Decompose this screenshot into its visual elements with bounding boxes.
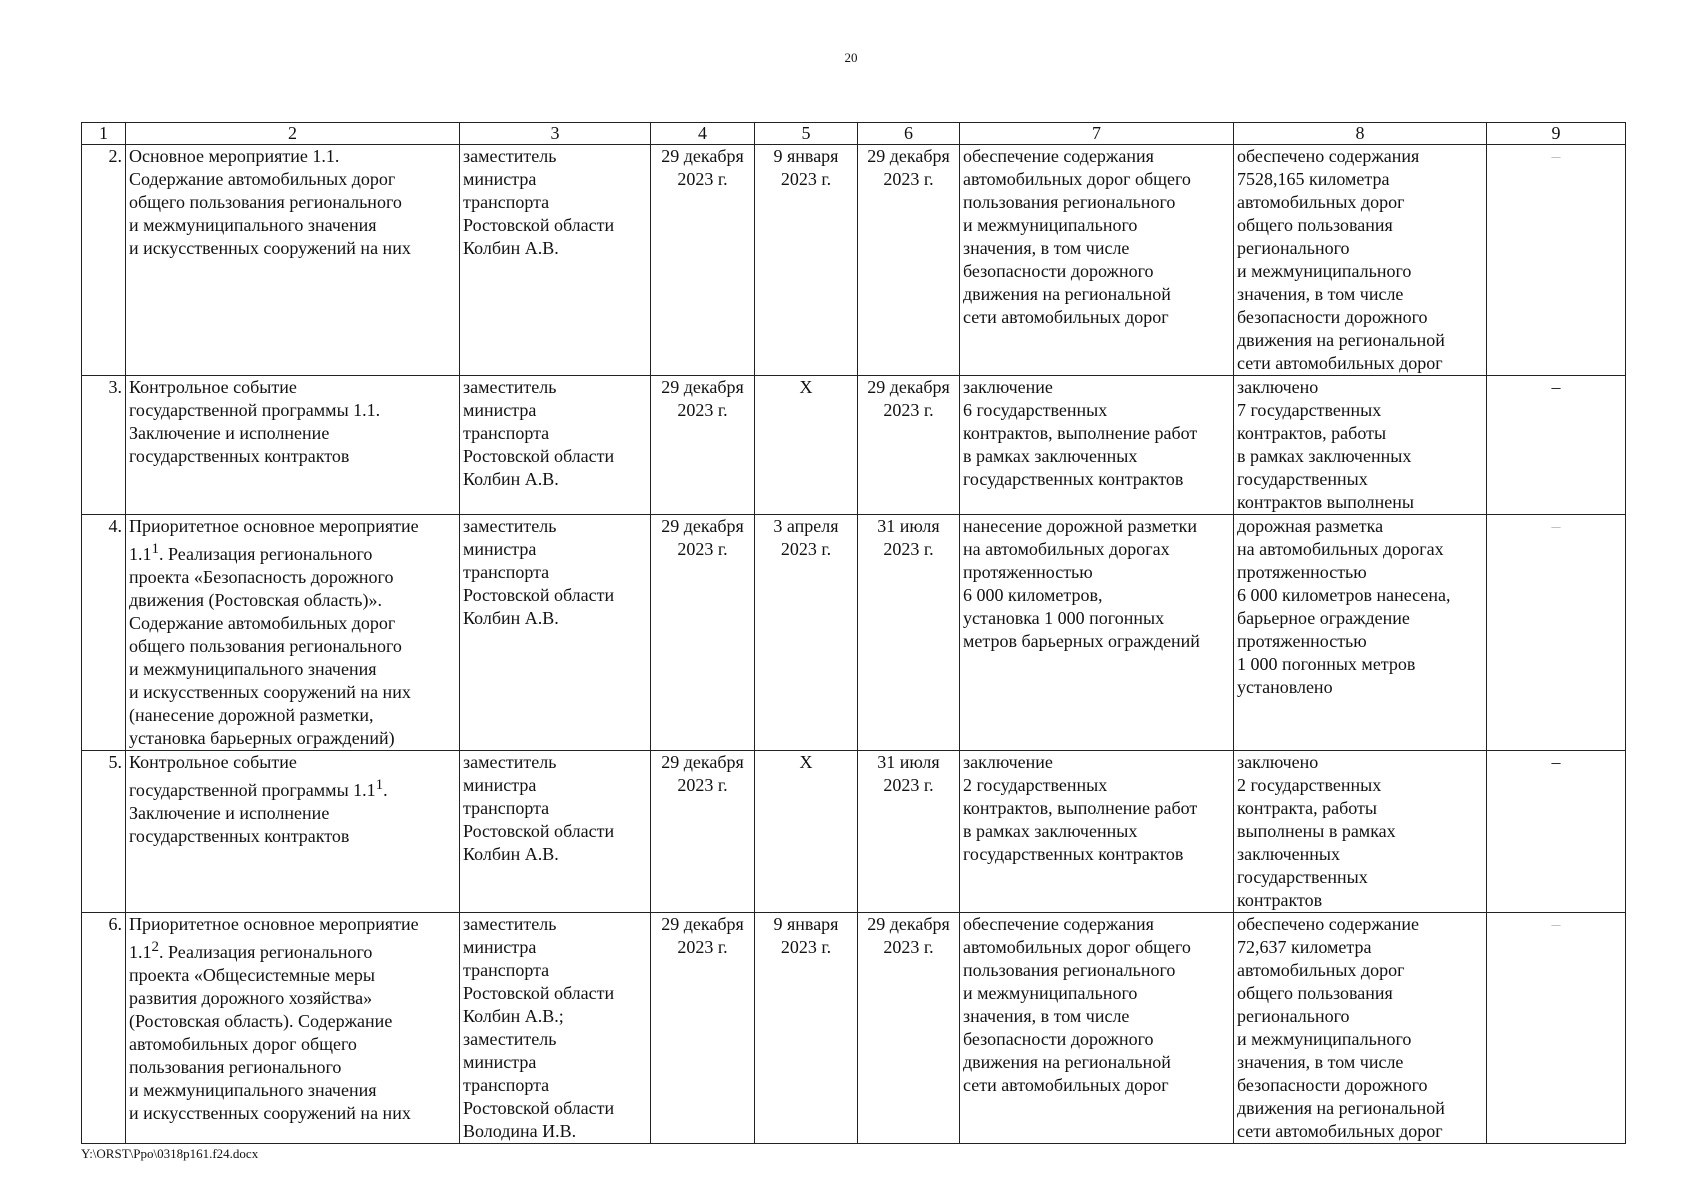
- footer-file-path: Y:\ORST\Ppo\0318p161.f24.docx: [81, 1146, 259, 1161]
- plan-date: 29 декабря 2023 г.: [651, 913, 755, 1144]
- planned-result: обеспечение содержания автомобильных дорог общего пользования регионального и межмуниципального значения, в том числе безопасности дорожного движения на региональной сети автомобильных дорог: [960, 913, 1234, 1144]
- note: –: [1487, 751, 1626, 913]
- row-number: 6.: [82, 913, 126, 1144]
- planned-result: заключение 6 государственных контрактов, выполнение работ в рамках заключенных государственных контрактов: [960, 376, 1234, 515]
- plan-date: 29 декабря 2023 г.: [651, 751, 755, 913]
- end-date: 29 декабря 2023 г.: [858, 145, 960, 376]
- end-date: 31 июля 2023 г.: [858, 515, 960, 751]
- footnote-marker: 1: [151, 541, 159, 557]
- start-date: 3 апреля 2023 г.: [755, 515, 858, 751]
- note: –: [1487, 376, 1626, 515]
- start-date: Х: [755, 376, 858, 515]
- note: –: [1487, 913, 1626, 1144]
- planned-result: заключение 2 государственных контрактов, выполнение работ в рамках заключенных государственных контрактов: [960, 751, 1234, 913]
- plan-date: 29 декабря 2023 г.: [651, 376, 755, 515]
- start-date: Х: [755, 751, 858, 913]
- planned-result: нанесение дорожной разметки на автомобильных дорогах протяженностью 6 000 километров, установка 1 000 погонных метров барьерных ограждений: [960, 515, 1234, 751]
- start-date: 9 января 2023 г.: [755, 145, 858, 376]
- end-date: 29 декабря 2023 г.: [858, 913, 960, 1144]
- header-cell: 5: [755, 123, 858, 145]
- actual-result: заключено 7 государственных контрактов, работы в рамках заключенных государственных контрактов выполнены: [1234, 376, 1487, 515]
- actual-result: обеспечено содержания 7528,165 километра автомобильных дорог общего пользования регионального и межмуниципального значения, в том числе безопасности дорожного движения на региональной сети автомобильных дорог: [1234, 145, 1487, 376]
- header-cell: 4: [651, 123, 755, 145]
- header-cell: 7: [960, 123, 1234, 145]
- event-name-rest: . Реализация регионального проекта «Безопасность дорожного движения (Ростовская область)». Содержание автомобильных дорог общего пользования регионального и межмуниципального значения и искусственных сооружений на них (нанесение дорожной разметки, установка барьерных ограждений): [129, 544, 411, 748]
- table-row: [82, 515, 1626, 751]
- header-cell: 1: [82, 123, 126, 145]
- row-number: 3.: [82, 376, 126, 515]
- plan-date: 29 декабря 2023 г.: [651, 515, 755, 751]
- responsible-person: заместитель министра транспорта Ростовской области Колбин А.В.; заместитель министра транспорта Ростовской области Володина И.В.: [460, 913, 651, 1144]
- planned-result: обеспечение содержания автомобильных дорог общего пользования регионального и межмуниципального значения, в том числе безопасности дорожного движения на региональной сети автомобильных дорог: [960, 145, 1234, 376]
- report-table: [81, 122, 1626, 1144]
- page-number: 20: [844, 50, 858, 65]
- header-cell: 2: [126, 123, 460, 145]
- event-name: Основное мероприятие 1.1. Содержание автомобильных дорог общего пользования регионального и межмуниципального значения и искусственных сооружений на них: [126, 145, 460, 376]
- event-name-main: Контрольное событие государственной программы 1.1: [129, 752, 376, 800]
- event-name: [126, 913, 460, 1144]
- footnote-marker: 1: [375, 777, 384, 793]
- responsible-person: заместитель министра транспорта Ростовской области Колбин А.В.: [460, 145, 651, 376]
- event-name-main: Приоритетное основное мероприятие 1.1: [129, 516, 419, 564]
- table-row: [82, 376, 1626, 515]
- event-name: Контрольное событие государственной программы 1.1. Заключение и исполнение государственных контрактов: [126, 376, 460, 515]
- plan-date: 29 декабря 2023 г.: [651, 145, 755, 376]
- actual-result: обеспечено содержание 72,637 километра автомобильных дорог общего пользования регионального и межмуниципального значения, в том числе безопасности дорожного движения на региональной сети автомобильных дорог: [1234, 913, 1487, 1144]
- event-name-rest: . Заключение и исполнение государственных контрактов: [129, 780, 388, 846]
- row-number: 2.: [82, 145, 126, 376]
- table-header-row: [82, 123, 1626, 145]
- footnote-marker: 2: [151, 939, 159, 955]
- actual-result: заключено 2 государственных контракта, работы выполнены в рамках заключенных государственных контрактов: [1234, 751, 1487, 913]
- start-date: 9 января 2023 г.: [755, 913, 858, 1144]
- table-row: [82, 751, 1626, 913]
- event-name-rest: . Реализация регионального проекта «Общесистемные меры развития дорожного хозяйства» (Ростовская область). Содержание автомобильных дорог общего пользования регионального и межмуниципального значения и искусственных сооружений на них: [129, 942, 411, 1123]
- row-number: 4.: [82, 515, 126, 751]
- responsible-person: заместитель министра транспорта Ростовской области Колбин А.В.: [460, 751, 651, 913]
- row-number: 5.: [82, 751, 126, 913]
- header-cell: 6: [858, 123, 960, 145]
- end-date: 29 декабря 2023 г.: [858, 376, 960, 515]
- table-row: [82, 145, 1626, 376]
- table-row: [82, 913, 1626, 1144]
- responsible-person: заместитель министра транспорта Ростовской области Колбин А.В.: [460, 515, 651, 751]
- event-name: [126, 751, 460, 913]
- actual-result: дорожная разметка на автомобильных дорогах протяженностью 6 000 километров нанесена, барьерное ограждение протяженностью 1 000 погонных метров установлено: [1234, 515, 1487, 751]
- end-date: 31 июля 2023 г.: [858, 751, 960, 913]
- event-name-main: Приоритетное основное мероприятие 1.1: [129, 914, 419, 962]
- note: –: [1487, 515, 1626, 751]
- event-name: [126, 515, 460, 751]
- header-cell: 9: [1487, 123, 1626, 145]
- header-cell: 8: [1234, 123, 1487, 145]
- responsible-person: заместитель министра транспорта Ростовской области Колбин А.В.: [460, 376, 651, 515]
- header-cell: 3: [460, 123, 651, 145]
- note: –: [1487, 145, 1626, 376]
